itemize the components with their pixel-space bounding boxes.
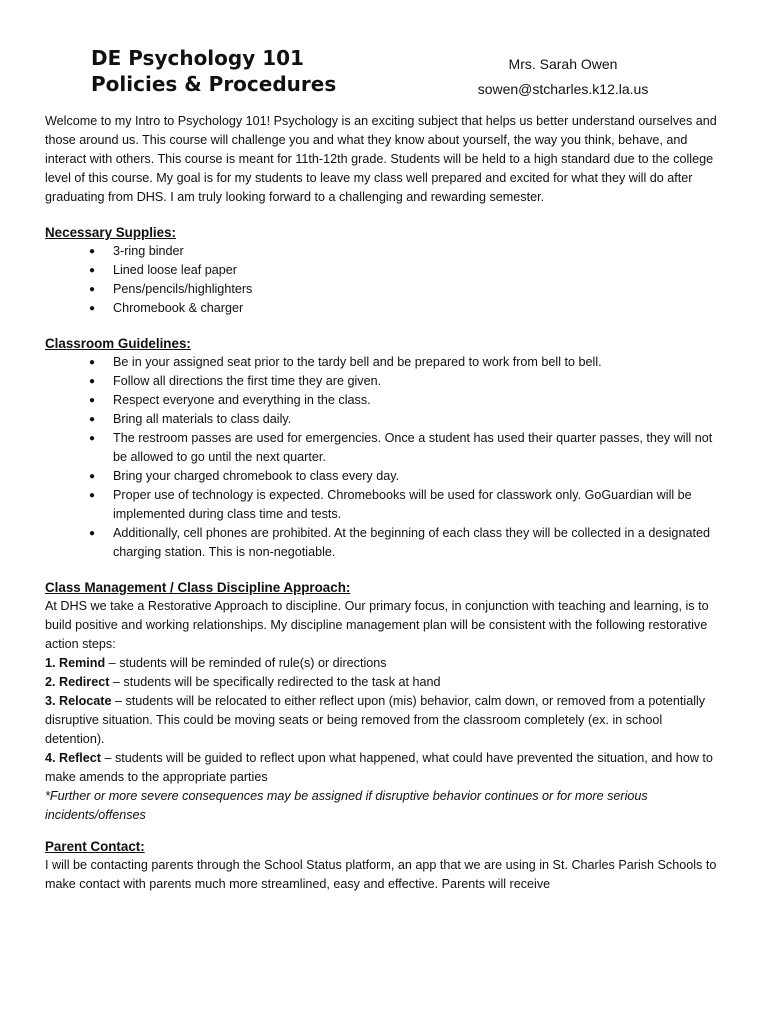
title-line-2: Policies & Procedures xyxy=(91,72,337,96)
discipline-step xyxy=(45,654,720,673)
supplies-heading: Necessary Supplies: xyxy=(45,225,176,240)
document-title xyxy=(91,45,336,97)
list-item: ● The restroom passes are used for emergencies. Once a student has used their quarter passes, they will not be allowed to go until the next quarter. xyxy=(45,429,720,467)
list-item: ● Be in your assigned seat prior to the tardy bell and be prepared to work from bell to bell. xyxy=(45,353,720,372)
list-item: ● Bring all materials to class daily. xyxy=(45,410,720,429)
list-item: ● Pens/pencils/highlighters xyxy=(45,280,720,299)
list-item: ● Follow all directions the first time they are given. xyxy=(45,372,720,391)
step-text: – students will be relocated to either reflect upon (mis) behavior, calm down, or removed from a potentially disruptive situation. This could be moving seats or being removed from the classroom completely (ex. in school detention). xyxy=(45,694,706,746)
teacher-name: Mrs. Sarah Owen xyxy=(508,56,618,72)
intro-paragraph: Welcome to my Intro to Psychology 101! Psychology is an exciting subject that helps us better understand ourselves and those around us. This course will challenge you and what they know about yourself, the way you think, behave, and interact with others. This course is meant for 11th-12th grade. Students will be held to a high standard due to the college level of this course. My goal is for my students to leave my class well prepared and excited for what they will do after graduating from DHS. I am truly looking forward to a challenging and rewarding semester. xyxy=(45,114,717,204)
title-line-1: DE Psychology 101 xyxy=(91,46,304,70)
step-label: 3. Relocate xyxy=(45,694,112,708)
guidelines-heading: Classroom Guidelines: xyxy=(45,336,191,351)
list-item: ● Bring your charged chromebook to class every day. xyxy=(45,467,720,486)
step-label: 2. Redirect xyxy=(45,675,110,689)
list-item: ● Proper use of technology is expected. Chromebooks will be used for classwork only. GoGuardian will be implemented during class time and tests. xyxy=(45,486,720,524)
discipline-step xyxy=(45,749,720,787)
step-label: 4. Reflect xyxy=(45,751,101,765)
supplies-list xyxy=(45,242,720,318)
discipline-heading: Class Management / Class Discipline Approach: xyxy=(45,580,351,595)
step-label: 1. Remind xyxy=(45,656,106,670)
list-item: ● Lined loose leaf paper xyxy=(45,261,720,280)
discipline-step xyxy=(45,692,720,749)
list-item: ● Additionally, cell phones are prohibited. At the beginning of each class they will be collected in a designated charging station. This is non-negotiable. xyxy=(45,524,720,562)
guidelines-list xyxy=(45,353,720,562)
parent-contact-text: I will be contacting parents through the School Status platform, an app that we are using in St. Charles Parish Schools to make contact with parents much more streamlined, easy and effective. Parents will receive xyxy=(45,858,717,891)
step-text: – students will be guided to reflect upon what happened, what could have prevented the situation, and how to make amends to the appropriate parties xyxy=(45,751,713,784)
discipline-note: *Further or more severe consequences may be assigned if disruptive behavior continues or for more serious incidents/offenses xyxy=(45,789,648,822)
step-text: – students will be reminded of rule(s) or directions xyxy=(105,656,387,670)
parent-contact-heading: Parent Contact: xyxy=(45,839,145,854)
step-text: – students will be specifically redirected to the task at hand xyxy=(109,675,441,689)
list-item: ● 3-ring binder xyxy=(45,242,720,261)
teacher-info xyxy=(470,52,656,102)
list-item: ● Chromebook & charger xyxy=(45,299,720,318)
discipline-intro: At DHS we take a Restorative Approach to discipline. Our primary focus, in conjunction with teaching and learning, is to build positive and working relationships. My discipline management plan will be consistent with the following restorative action steps: xyxy=(45,599,709,651)
document-body xyxy=(45,112,720,894)
teacher-email: sowen@stcharles.k12.la.us xyxy=(477,81,649,97)
discipline-step xyxy=(45,673,720,692)
list-item: ● Respect everyone and everything in the class. xyxy=(45,391,720,410)
